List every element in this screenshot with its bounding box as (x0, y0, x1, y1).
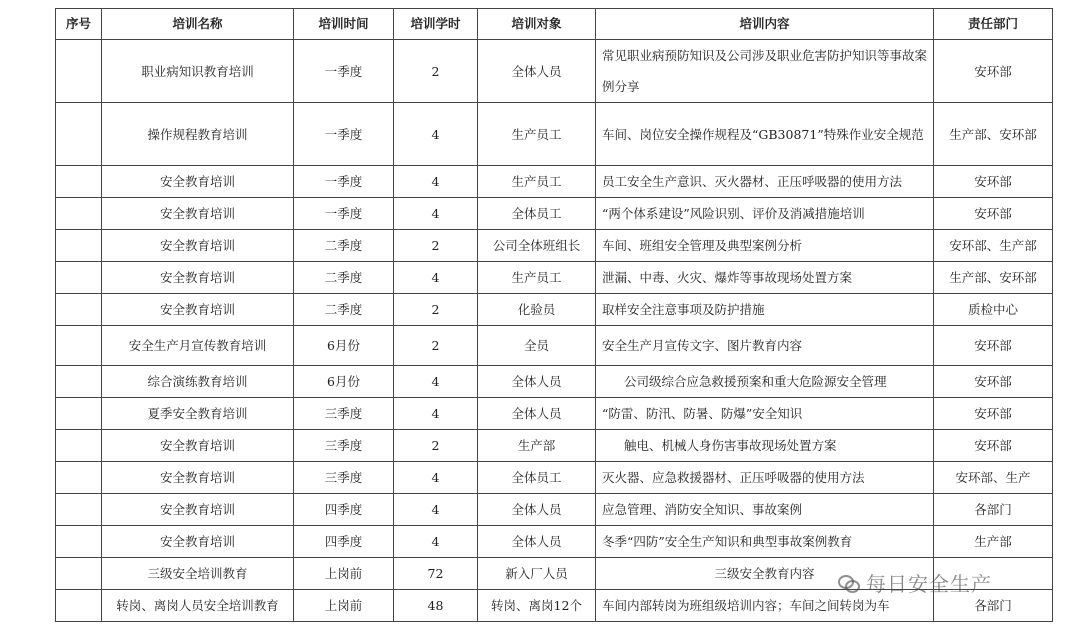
cell-content: 车间、岗位安全操作规程及“GB30871”特殊作业安全规范 (596, 103, 934, 166)
header-name: 培训名称 (102, 9, 294, 40)
cell-target: 全员 (478, 326, 596, 366)
cell-time: 6月份 (294, 366, 394, 398)
cell-content: 常见职业病预防知识及公司涉及职业危害防护知识等事故案例分享 (596, 40, 934, 103)
cell-no (56, 430, 102, 462)
cell-target: 生产部 (478, 430, 596, 462)
cell-dept: 安环部 (934, 198, 1053, 230)
cell-no (56, 198, 102, 230)
cell-name: 安全教育培训 (102, 526, 294, 558)
cell-name: 综合演练教育培训 (102, 366, 294, 398)
cell-name: 安全教育培训 (102, 294, 294, 326)
cell-no (56, 262, 102, 294)
cell-name: 安全教育培训 (102, 166, 294, 198)
cell-hours: 2 (394, 40, 478, 103)
cell-hours: 4 (394, 262, 478, 294)
cell-no (56, 166, 102, 198)
header-no: 序号 (56, 9, 102, 40)
wechat-icon (838, 574, 860, 592)
cell-content: 取样安全注意事项及防护措施 (596, 294, 934, 326)
cell-hours: 4 (394, 103, 478, 166)
cell-no (56, 590, 102, 622)
table-row (56, 494, 1053, 526)
cell-name: 安全教育培训 (102, 462, 294, 494)
cell-target: 全体人员 (478, 526, 596, 558)
cell-dept: 生产部、安环部 (934, 103, 1053, 166)
table-row (56, 462, 1053, 494)
cell-no (56, 462, 102, 494)
table-row (56, 230, 1053, 262)
cell-dept: 质检中心 (934, 294, 1053, 326)
cell-hours: 4 (394, 526, 478, 558)
table-row (56, 198, 1053, 230)
cell-content: 车间内部转岗为班组级培训内容；车间之间转岗为车 (596, 590, 934, 622)
cell-target: 转岗、离岗12个 (478, 590, 596, 622)
cell-time: 三季度 (294, 462, 394, 494)
cell-time: 一季度 (294, 103, 394, 166)
cell-hours: 48 (394, 590, 478, 622)
cell-name: 操作规程教育培训 (102, 103, 294, 166)
cell-hours: 4 (394, 462, 478, 494)
cell-content: 三级安全教育内容 (596, 558, 934, 590)
cell-dept: 安环部 (934, 40, 1053, 103)
cell-target: 生产员工 (478, 262, 596, 294)
cell-dept: 安环部、生产部 (934, 230, 1053, 262)
cell-time: 三季度 (294, 430, 394, 462)
cell-time: 上岗前 (294, 558, 394, 590)
cell-content: 车间、班组安全管理及典型案例分析 (596, 230, 934, 262)
cell-no (56, 230, 102, 262)
cell-hours: 4 (394, 398, 478, 430)
watermark (838, 568, 992, 597)
table-row (56, 166, 1053, 198)
cell-target: 新入厂人员 (478, 558, 596, 590)
cell-no (56, 294, 102, 326)
cell-name: 三级安全培训教育 (102, 558, 294, 590)
cell-content: 应急管理、消防安全知识、事故案例 (596, 494, 934, 526)
cell-name: 转岗、离岗人员安全培训教育 (102, 590, 294, 622)
table-row (56, 326, 1053, 366)
cell-no (56, 366, 102, 398)
cell-dept: 各部门 (934, 494, 1053, 526)
cell-time: 四季度 (294, 494, 394, 526)
cell-content: 公司级综合应急救援预案和重大危险源安全管理 (596, 366, 934, 398)
cell-content: 触电、机械人身伤害事故现场处置方案 (596, 430, 934, 462)
table-row (56, 103, 1053, 166)
cell-name: 职业病知识教育培训 (102, 40, 294, 103)
cell-hours: 4 (394, 198, 478, 230)
cell-content: “防雷、防汛、防暑、防爆”安全知识 (596, 398, 934, 430)
header-hours: 培训学时 (394, 9, 478, 40)
cell-hours: 2 (394, 230, 478, 262)
cell-no (56, 103, 102, 166)
cell-target: 生产员工 (478, 103, 596, 166)
cell-dept: 安环部 (934, 398, 1053, 430)
watermark-text: 每日安全生产 (866, 572, 992, 596)
cell-target: 全体人员 (478, 494, 596, 526)
cell-name: 安全教育培训 (102, 198, 294, 230)
cell-hours: 2 (394, 294, 478, 326)
cell-name: 夏季安全教育培训 (102, 398, 294, 430)
cell-content: 冬季“四防”安全生产知识和典型事故案例教育 (596, 526, 934, 558)
cell-name: 安全生产月宣传教育培训 (102, 326, 294, 366)
cell-target: 全体员工 (478, 198, 596, 230)
cell-target: 全体人员 (478, 366, 596, 398)
cell-time: 四季度 (294, 526, 394, 558)
cell-time: 二季度 (294, 230, 394, 262)
cell-time: 一季度 (294, 40, 394, 103)
cell-hours: 4 (394, 166, 478, 198)
cell-name: 安全教育培训 (102, 262, 294, 294)
header-dept: 责任部门 (934, 9, 1053, 40)
cell-hours: 4 (394, 366, 478, 398)
training-plan-table (55, 8, 1053, 622)
cell-no (56, 326, 102, 366)
cell-dept: 生产部、安环部 (934, 262, 1053, 294)
table-row (56, 294, 1053, 326)
table-row (56, 40, 1053, 103)
cell-dept: 生产部 (934, 526, 1053, 558)
cell-content: 员工安全生产意识、灭火器材、正压呼吸器的使用方法 (596, 166, 934, 198)
cell-content: 安全生产月宣传文字、图片教育内容 (596, 326, 934, 366)
header-target: 培训对象 (478, 9, 596, 40)
cell-name: 安全教育培训 (102, 494, 294, 526)
cell-time: 三季度 (294, 398, 394, 430)
cell-time: 一季度 (294, 198, 394, 230)
cell-time: 二季度 (294, 262, 394, 294)
cell-content: 泄漏、中毒、火灾、爆炸等事故现场处置方案 (596, 262, 934, 294)
cell-dept: 安环部 (934, 430, 1053, 462)
cell-dept: 安环部 (934, 366, 1053, 398)
cell-no (56, 40, 102, 103)
cell-name: 安全教育培训 (102, 430, 294, 462)
cell-time: 6月份 (294, 326, 394, 366)
cell-hours: 2 (394, 326, 478, 366)
cell-content: 灭火器、应急救援器材、正压呼吸器的使用方法 (596, 462, 934, 494)
table-row (56, 526, 1053, 558)
cell-target: 全体人员 (478, 40, 596, 103)
cell-no (56, 398, 102, 430)
cell-hours: 72 (394, 558, 478, 590)
table-row (56, 366, 1053, 398)
cell-dept: 安环部 (934, 326, 1053, 366)
cell-hours: 2 (394, 430, 478, 462)
cell-time: 上岗前 (294, 590, 394, 622)
table-row (56, 430, 1053, 462)
table-row (56, 262, 1053, 294)
cell-target: 化验员 (478, 294, 596, 326)
cell-target: 全体人员 (478, 398, 596, 430)
cell-content: “两个体系建设”风险识别、评价及消减措施培训 (596, 198, 934, 230)
cell-dept: 安环部、生产 (934, 462, 1053, 494)
cell-no (56, 494, 102, 526)
cell-no (56, 526, 102, 558)
cell-dept: 安环部 (934, 166, 1053, 198)
cell-time: 二季度 (294, 294, 394, 326)
cell-hours: 4 (394, 494, 478, 526)
header-content: 培训内容 (596, 9, 934, 40)
header-time: 培训时间 (294, 9, 394, 40)
header-row (56, 9, 1053, 40)
cell-target: 生产员工 (478, 166, 596, 198)
cell-dept: 各部门 (934, 590, 1053, 622)
cell-name: 安全教育培训 (102, 230, 294, 262)
cell-time: 一季度 (294, 166, 394, 198)
cell-target: 公司全体班组长 (478, 230, 596, 262)
cell-no (56, 558, 102, 590)
table-row (56, 398, 1053, 430)
cell-target: 全体员工 (478, 462, 596, 494)
